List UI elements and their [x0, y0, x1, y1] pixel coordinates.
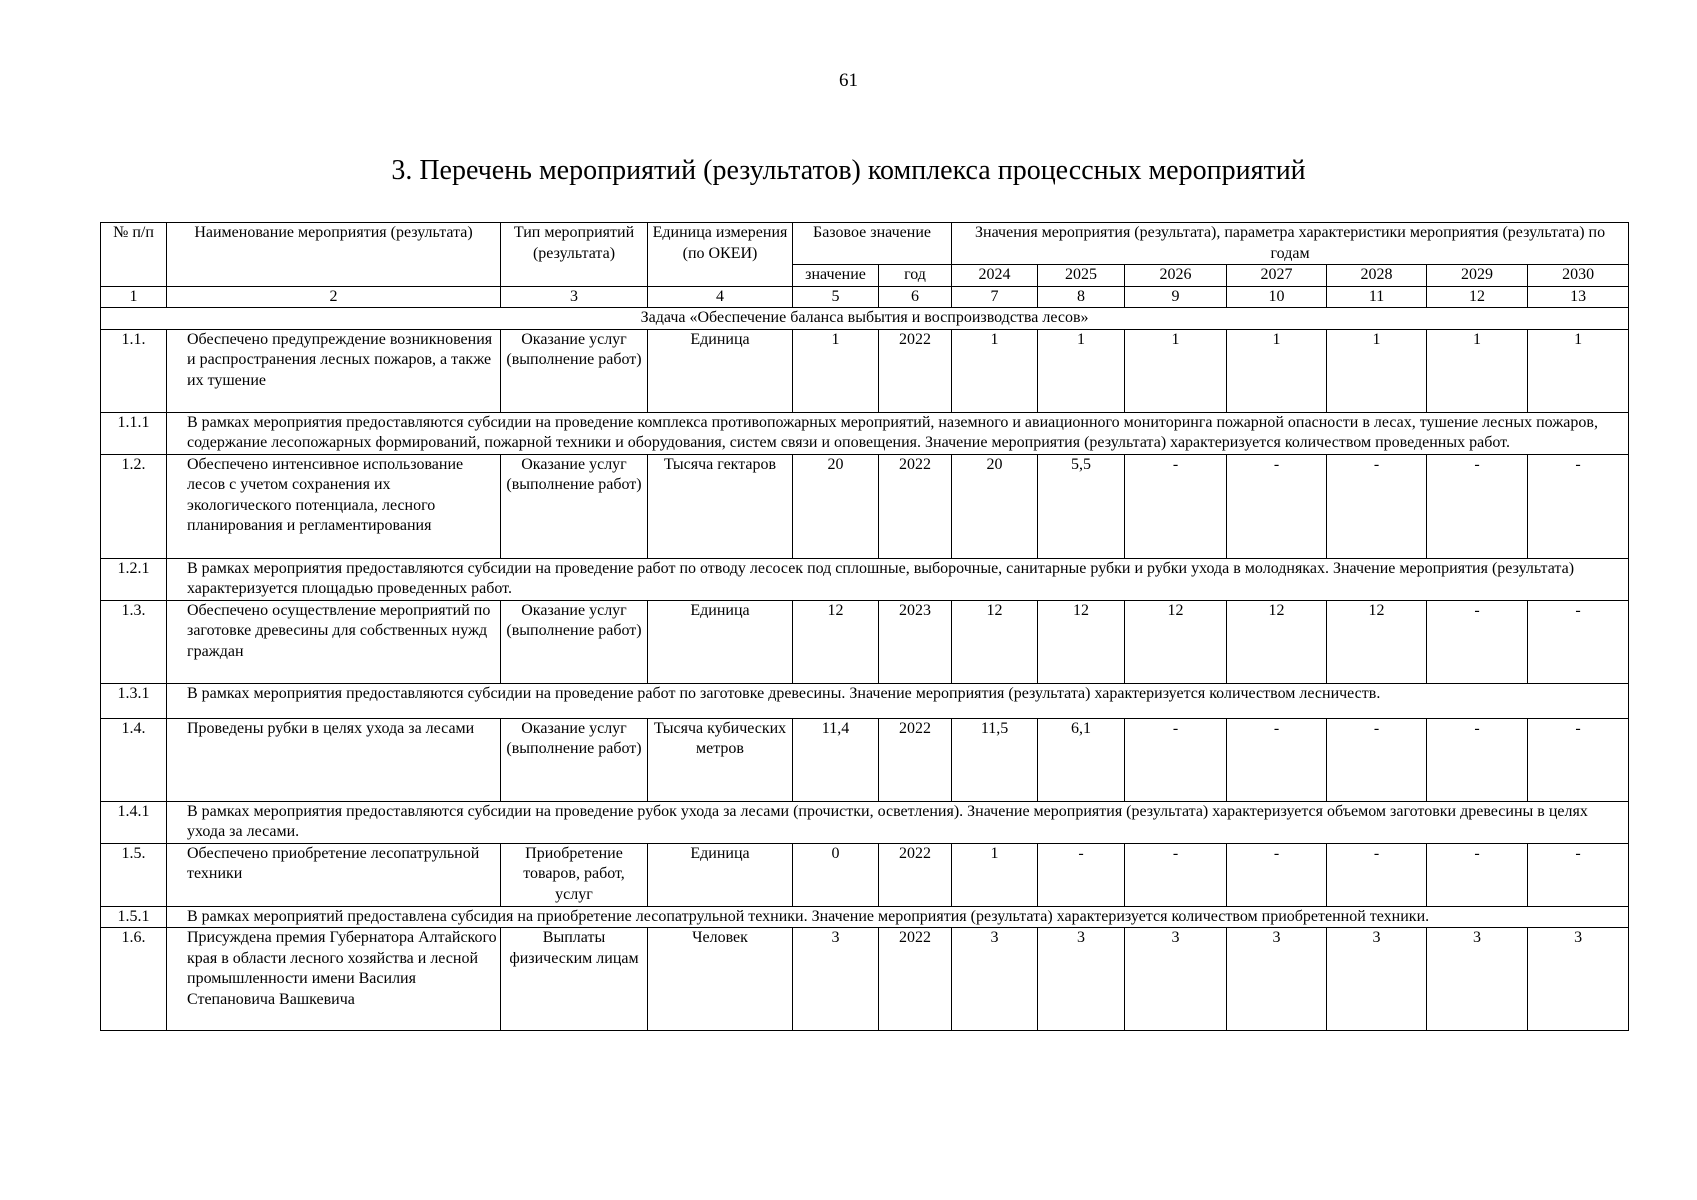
description-number: 1.1.1	[101, 412, 167, 454]
table-row	[101, 600, 1629, 683]
row-value-2024: 3	[952, 928, 1038, 1031]
row-base-value: 3	[793, 928, 879, 1031]
header-unit: Единица измерения (по ОКЕИ)	[648, 223, 793, 287]
description-number: 1.5.1	[101, 906, 167, 928]
row-base-value: 1	[793, 329, 879, 412]
row-value-2029: 1	[1427, 329, 1528, 412]
row-value-2030: -	[1528, 454, 1629, 558]
column-number: 6	[879, 286, 952, 308]
column-number: 1	[101, 286, 167, 308]
column-number: 2	[167, 286, 501, 308]
row-unit: Человек	[648, 928, 793, 1031]
column-number: 8	[1038, 286, 1125, 308]
row-base-year: 2022	[879, 454, 952, 558]
row-value-2025: 12	[1038, 600, 1125, 683]
row-number: 1.2.	[101, 454, 167, 558]
column-number: 11	[1327, 286, 1427, 308]
row-base-year: 2022	[879, 843, 952, 906]
header-year-2027: 2027	[1227, 265, 1327, 287]
row-value-2027: 1	[1227, 329, 1327, 412]
row-value-2024: 1	[952, 843, 1038, 906]
header-year-2025: 2025	[1038, 265, 1125, 287]
header-base: Базовое значение	[793, 223, 952, 265]
row-type: Оказание услуг (выполнение работ)	[501, 718, 648, 801]
row-value-2027: 3	[1227, 928, 1327, 1031]
description-number: 1.2.1	[101, 558, 167, 600]
header-year-2028: 2028	[1327, 265, 1427, 287]
row-value-2028: 12	[1327, 600, 1427, 683]
row-value-2025: 6,1	[1038, 718, 1125, 801]
header-year-2029: 2029	[1427, 265, 1528, 287]
row-unit: Тысяча гектаров	[648, 454, 793, 558]
row-base-value: 0	[793, 843, 879, 906]
row-unit: Единица	[648, 843, 793, 906]
row-number: 1.3.	[101, 600, 167, 683]
row-base-year: 2023	[879, 600, 952, 683]
row-value-2029: -	[1427, 843, 1528, 906]
row-value-2030: 3	[1528, 928, 1629, 1031]
row-value-2027: 12	[1227, 600, 1327, 683]
row-value-2029: -	[1427, 454, 1528, 558]
row-type: Выплаты физическим лицам	[501, 928, 648, 1031]
row-base-year: 2022	[879, 928, 952, 1031]
row-value-2024: 12	[952, 600, 1038, 683]
header-base-year: год	[879, 265, 952, 287]
activities-table-wrapper	[100, 222, 1618, 1031]
row-value-2024: 1	[952, 329, 1038, 412]
description-text: В рамках мероприятия предоставляются субсидии на проведение комплекса противопожарных мероприятий, наземного и авиационного мониторинга пожарной опасности в лесах, тушение лесных пожаров, содержание лесопожарных формирований, пожарной техники и оборудования, систем связи и оповещения. Значение мероприятия (результата) характеризуется количеством проведенных работ.	[167, 412, 1629, 454]
row-base-year: 2022	[879, 329, 952, 412]
row-value-2025: 5,5	[1038, 454, 1125, 558]
row-number: 1.1.	[101, 329, 167, 412]
row-name: Проведены рубки в целях ухода за лесами	[167, 718, 501, 801]
description-row	[101, 906, 1629, 928]
description-text: В рамках мероприятия предоставляются субсидии на проведение работ по заготовке древесины. Значение мероприятия (результата) характеризуется количеством лесничеств.	[167, 683, 1629, 718]
header-years: Значения мероприятия (результата), параметра характеристики мероприятия (результата) по годам	[952, 223, 1629, 265]
row-value-2028: 1	[1327, 329, 1427, 412]
row-value-2026: -	[1125, 843, 1227, 906]
row-base-value: 20	[793, 454, 879, 558]
table-row	[101, 843, 1629, 906]
row-value-2025: 1	[1038, 329, 1125, 412]
row-base-value: 11,4	[793, 718, 879, 801]
description-row	[101, 801, 1629, 843]
header-year-2030: 2030	[1528, 265, 1629, 287]
table-row	[101, 454, 1629, 558]
row-name: Обеспечено приобретение лесопатрульной техники	[167, 843, 501, 906]
column-number: 7	[952, 286, 1038, 308]
row-value-2030: -	[1528, 600, 1629, 683]
description-text: В рамках мероприятия предоставляются субсидии на проведение работ по отводу лесосек под сплошные, выборочные, санитарные рубки и рубки ухода в молодняках. Значение мероприятия (результата) характеризуется площадью проведенных работ.	[167, 558, 1629, 600]
row-value-2028: 3	[1327, 928, 1427, 1031]
table-row	[101, 718, 1629, 801]
row-name: Обеспечено интенсивное использование лесов с учетом сохранения их экологического потенциала, лесного планирования и регламентирования	[167, 454, 501, 558]
row-value-2027: -	[1227, 718, 1327, 801]
row-value-2029: -	[1427, 718, 1528, 801]
header-year-2024: 2024	[952, 265, 1038, 287]
header-number: № п/п	[101, 223, 167, 287]
column-number: 5	[793, 286, 879, 308]
row-type: Оказание услуг (выполнение работ)	[501, 329, 648, 412]
activities-table	[100, 222, 1629, 1031]
row-name: Присуждена премия Губернатора Алтайского края в области лесного хозяйства и лесной промышленности имени Василия Степановича Вашкевича	[167, 928, 501, 1031]
row-value-2030: -	[1528, 718, 1629, 801]
header-year-2026: 2026	[1125, 265, 1227, 287]
row-value-2024: 20	[952, 454, 1038, 558]
page-title: 3. Перечень мероприятий (результатов) комплекса процессных мероприятий	[391, 155, 1306, 186]
row-unit: Единица	[648, 329, 793, 412]
description-number: 1.3.1	[101, 683, 167, 718]
row-value-2026: 3	[1125, 928, 1227, 1031]
row-name: Обеспечено предупреждение возникновения и распространения лесных пожаров, а также их тушение	[167, 329, 501, 412]
row-type: Приобретение товаров, работ, услуг	[501, 843, 648, 906]
row-value-2025: 3	[1038, 928, 1125, 1031]
row-value-2030: -	[1528, 843, 1629, 906]
description-row	[101, 412, 1629, 454]
row-value-2028: -	[1327, 718, 1427, 801]
row-type: Оказание услуг (выполнение работ)	[501, 600, 648, 683]
row-value-2029: -	[1427, 600, 1528, 683]
description-number: 1.4.1	[101, 801, 167, 843]
row-value-2027: -	[1227, 454, 1327, 558]
column-number: 3	[501, 286, 648, 308]
row-unit: Единица	[648, 600, 793, 683]
column-number: 12	[1427, 286, 1528, 308]
description-text: В рамках мероприятий предоставлена субсидия на приобретение лесопатрульной техники. Значение мероприятия (результата) характеризуется количеством приобретенной техники.	[167, 906, 1629, 928]
header-type: Тип мероприятий (результата)	[501, 223, 648, 287]
row-value-2028: -	[1327, 843, 1427, 906]
task-heading: Задача «Обеспечение баланса выбытия и воспроизводства лесов»	[101, 308, 1629, 330]
row-value-2027: -	[1227, 843, 1327, 906]
row-value-2025: -	[1038, 843, 1125, 906]
header-name: Наименование мероприятия (результата)	[167, 223, 501, 287]
row-number: 1.6.	[101, 928, 167, 1031]
row-value-2029: 3	[1427, 928, 1528, 1031]
row-value-2026: -	[1125, 454, 1227, 558]
row-value-2026: -	[1125, 718, 1227, 801]
column-number: 4	[648, 286, 793, 308]
column-number: 10	[1227, 286, 1327, 308]
column-number: 13	[1528, 286, 1629, 308]
column-numbers-row	[101, 286, 1629, 308]
row-value-2026: 12	[1125, 600, 1227, 683]
row-base-year: 2022	[879, 718, 952, 801]
description-row	[101, 558, 1629, 600]
row-unit: Тысяча кубических метров	[648, 718, 793, 801]
description-text: В рамках мероприятия предоставляются субсидии на проведение рубок ухода за лесами (прочистки, осветления). Значение мероприятия (результата) характеризуется объемом заготовки древесины в целях ухода за лесами.	[167, 801, 1629, 843]
row-type: Оказание услуг (выполнение работ)	[501, 454, 648, 558]
row-value-2024: 11,5	[952, 718, 1038, 801]
task-row	[101, 308, 1629, 330]
row-name: Обеспечено осуществление мероприятий по заготовке древесины для собственных нужд граждан	[167, 600, 501, 683]
table-row	[101, 928, 1629, 1031]
row-value-2028: -	[1327, 454, 1427, 558]
row-value-2026: 1	[1125, 329, 1227, 412]
header-base-value: значение	[793, 265, 879, 287]
row-value-2030: 1	[1528, 329, 1629, 412]
row-number: 1.5.	[101, 843, 167, 906]
column-number: 9	[1125, 286, 1227, 308]
description-row	[101, 683, 1629, 718]
page-number: 61	[839, 70, 858, 91]
row-base-value: 12	[793, 600, 879, 683]
row-number: 1.4.	[101, 718, 167, 801]
table-row	[101, 329, 1629, 412]
